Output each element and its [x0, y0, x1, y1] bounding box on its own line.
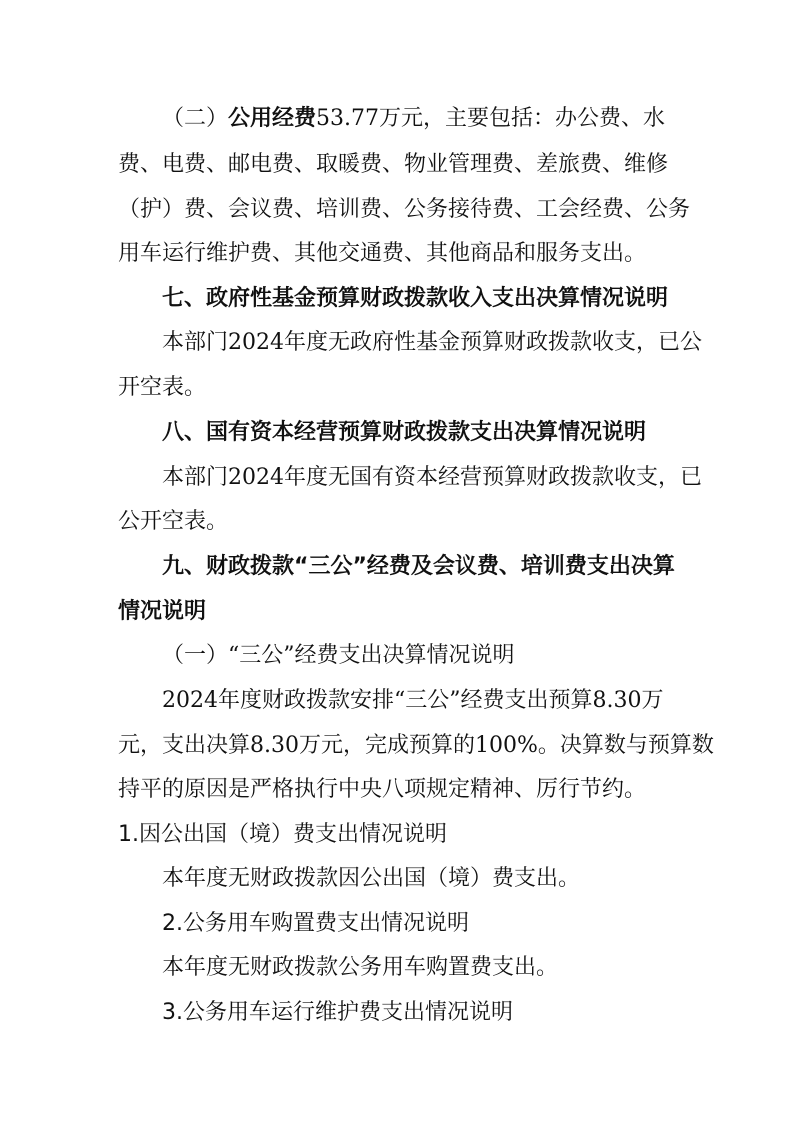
section-7-body-line-1: 本部门2024年度无政府性基金预算财政拨款收支，已公 [162, 330, 702, 355]
section-9-heading-line-2: 情况说明 [118, 599, 207, 624]
public-expense-term: 公用经费 [228, 106, 317, 131]
item-1-body: 本年度无财政拨款因公出国（境）费支出。 [162, 866, 581, 891]
public-expense-paragraph-line-2: 费、电费、邮电费、取暖费、物业管理费、差旅费、维修 [118, 152, 669, 177]
three-public-body-line-3: 持平的原因是严格执行中央八项规定精神、厉行节约。 [118, 777, 647, 802]
public-expense-paragraph-line-4: 用车运行维护费、其他交通费、其他商品和服务支出。 [118, 241, 647, 266]
section-8-body-line-1: 本部门2024年度无国有资本经营预算财政拨款收支，已 [162, 465, 702, 490]
public-expense-amount-text: 53.77万元，主要包括：办公费、水 [316, 106, 666, 131]
item-1-heading: 1.因公出国（境）费支出情况说明 [118, 822, 447, 847]
section-8-body-line-2: 公开空表。 [118, 509, 229, 534]
paragraph-lead: （二） [162, 106, 229, 131]
section-9-heading-line-1: 九、财政拨款“三公”经费及会议费、培训费支出决算 [162, 554, 675, 579]
section-7-body-line-2: 开空表。 [118, 375, 207, 400]
three-public-body-line-2: 元，支出决算8.30万元，完成预算的100%。决算数与预算数 [118, 733, 714, 758]
item-2-body: 本年度无财政拨款公务用车购置费支出。 [162, 955, 559, 980]
item-2-heading: 2.公务用车购置费支出情况说明 [162, 911, 469, 936]
public-expense-paragraph-line-1 [162, 104, 665, 134]
three-public-subheading: （一）“三公”经费支出决算情况说明 [162, 643, 515, 668]
section-8-heading: 八、国有资本经营预算财政拨款支出决算情况说明 [162, 420, 647, 445]
section-7-heading: 七、政府性基金预算财政拨款收入支出决算情况说明 [162, 286, 669, 311]
public-expense-paragraph-line-3: （护）费、会议费、培训费、公务接待费、工会经费、公务 [118, 197, 691, 222]
three-public-body-line-1: 2024年度财政拨款安排“三公”经费支出预算8.30万 [162, 688, 664, 713]
item-3-heading: 3.公务用车运行维护费支出情况说明 [162, 1000, 513, 1025]
